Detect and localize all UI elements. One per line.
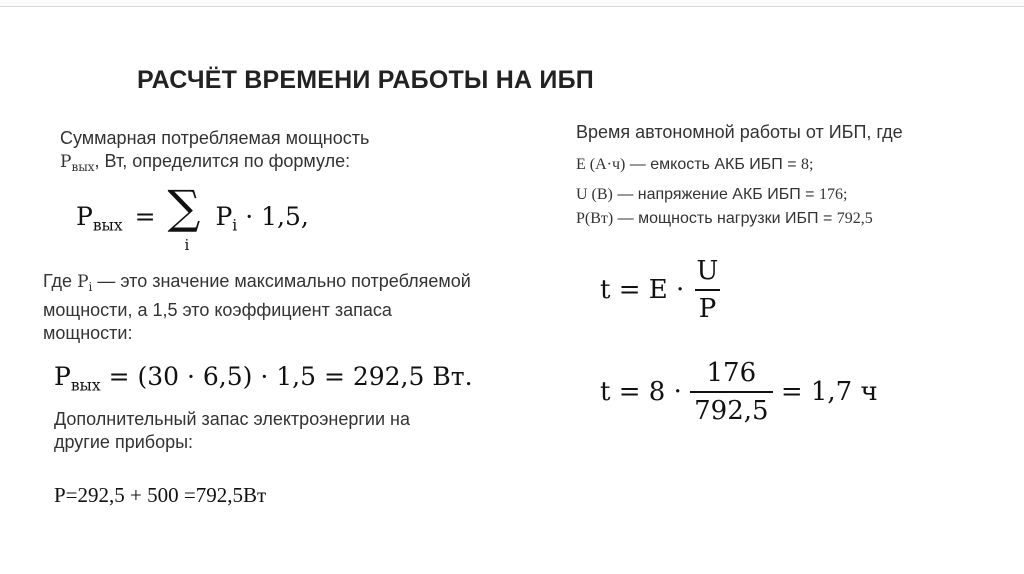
formula1-equals: = [134, 202, 156, 231]
legend-list [576, 150, 873, 234]
formula-time-calc [600, 358, 878, 426]
intro-p-subscript: вых [71, 160, 95, 175]
formula-time-general [600, 256, 722, 324]
intro-p-symbol: P [60, 152, 72, 172]
formula2-lhs: $P_{вых}$ [54, 362, 101, 395]
intro-line-2 [60, 150, 369, 179]
where-line-3: мощности: [43, 323, 133, 344]
extra-line-2: другие приборы: [54, 432, 194, 452]
extra-text [54, 408, 410, 454]
formula5-numerator: 176 [706, 358, 757, 388]
legend-item-e: E (А·ч) — емкость АКБ ИБП = 8; [576, 156, 814, 173]
formula-total-power: P=292,5 + 500 =792,5Вт [54, 483, 267, 507]
formula1-lhs: $P_{вых}$ [76, 202, 123, 235]
extra-line-1: Дополнительный запас электроэнергии на [54, 409, 410, 429]
intro-line-1: Суммарная потребляемая мощность [60, 128, 370, 148]
slide-top-border [0, 0, 1024, 7]
formula1-term: $P_i \cdot 1,5$, [215, 202, 309, 235]
legend-item-p: P(Вт) — мощность нагрузки ИБП = 792,5 [576, 210, 873, 227]
sum-symbol: ∑ [167, 180, 201, 234]
legend-item-u: U (В) — напряжение АКБ ИБП = 176; [576, 186, 848, 203]
formula-power-calc [54, 362, 473, 394]
formula-power-sum [76, 180, 309, 254]
formula4-fraction [693, 256, 723, 324]
slide-title: РАСЧЁТ ВРЕМЕНИ РАБОТЫ НА ИБП [137, 66, 594, 94]
sum-index: i [184, 236, 190, 254]
formula4-denominator: P [695, 289, 721, 324]
formula2-rhs: = (30 · 6,5) · 1,5 = 292,5 Вт. [108, 362, 473, 391]
right-heading: Время автономной работы от ИБП, где [576, 122, 903, 142]
formula5-lhs: t = 8 · [600, 377, 682, 407]
formula4-lhs: t = E · [600, 275, 685, 305]
intro-line-2-rest: , Вт, определится по формуле: [94, 151, 351, 171]
formula5-result: = 1,7 ч [780, 377, 878, 407]
formula4-numerator: U [696, 256, 719, 286]
formula5-denominator: 792,5 [690, 391, 772, 426]
where-line-1: Где $P_i$ — это значение максимально потребляемой [43, 271, 471, 295]
where-line-2: мощности, а 1,5 это коэффициент запаса [43, 300, 392, 321]
formula5-fraction [690, 358, 772, 426]
intro-text [60, 127, 369, 179]
formula1-sum [167, 180, 208, 254]
where-text [43, 270, 471, 345]
